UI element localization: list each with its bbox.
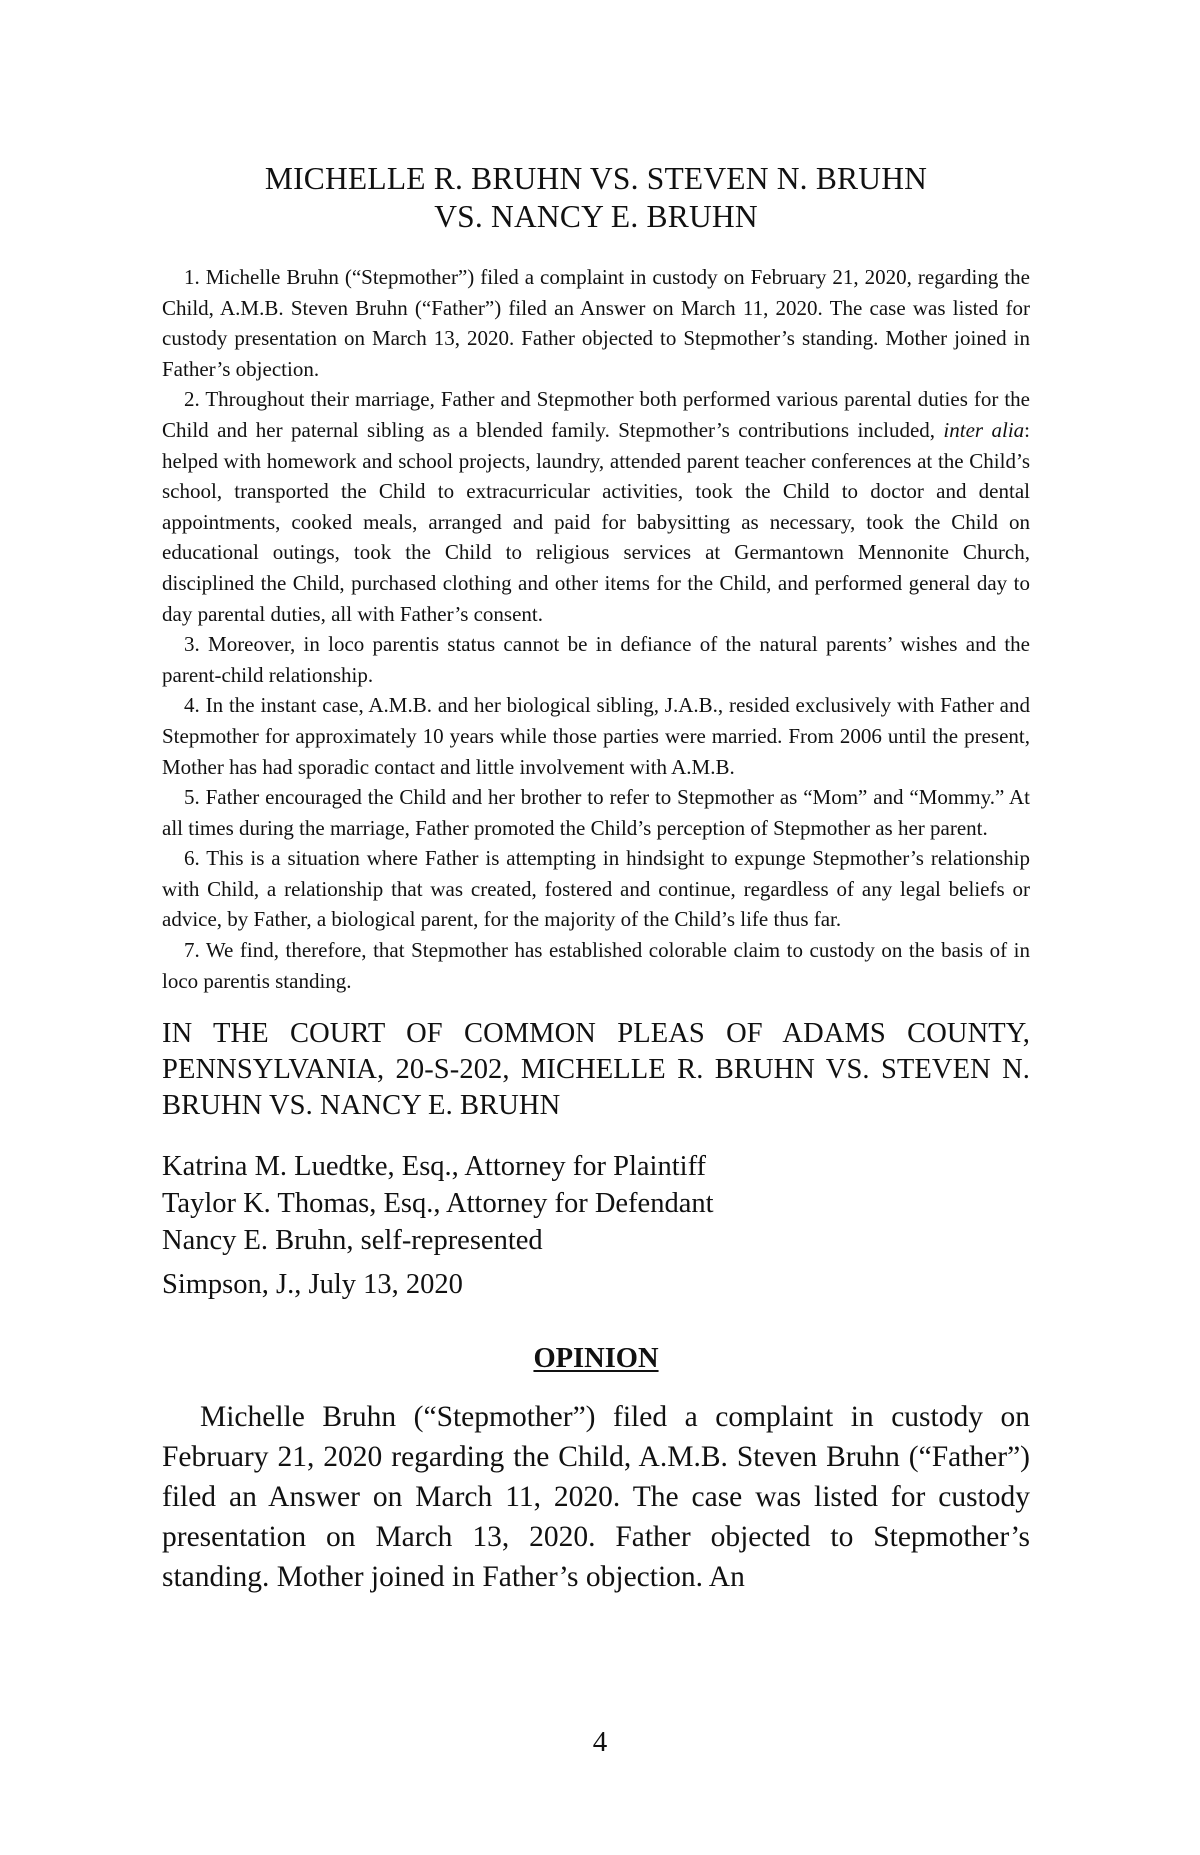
case-title-line-1: MICHELLE R. BRUHN VS. STEVEN N. BRUHN — [264, 161, 928, 196]
opinion-heading — [162, 1341, 1030, 1377]
counsel-plaintiff: Katrina M. Luedtke, Esq., Attorney for Plaintiff — [162, 1151, 707, 1183]
document-page — [162, 160, 1030, 1597]
headnote-2-italic: inter alia — [943, 417, 1025, 442]
headnote-7: 7. We find, therefore, that Stepmother has established colorable claim to custody on the basis of in loco parentis standing. — [162, 938, 1030, 993]
case-title — [162, 160, 1030, 236]
judge-date-line: Simpson, J., July 13, 2020 — [162, 1269, 463, 1301]
counsel-defendant: Taylor K. Thomas, Esq., Attorney for Defendant — [162, 1188, 714, 1220]
counsel-list — [162, 1148, 1030, 1303]
opinion-body: Michelle Bruhn (“Stepmother”) filed a complaint in custody on February 21, 2020 regarding the Child, A.M.B. Steven Bruhn (“Father”) filed an Answer on March 11, 2020. The case was listed for custody presentation on March 13, 2020. Father objected to Stepmother’s standing. Mother joined in Father’s objection. An — [162, 1401, 1030, 1594]
opinion-heading-text: OPINION — [533, 1343, 659, 1375]
headnote-1: 1. Michelle Bruhn (“Stepmother”) filed a complaint in custody on February 21, 2020, regarding the Child, A.M.B. Steven Bruhn (“Father”) filed an Answer on March 11, 2020. The case was listed for custody presentation on March 13, 2020. Father objected to Stepmother’s standing. Mother joined in Father’s objection. — [162, 265, 1030, 381]
counsel-self-represented: Nancy E. Bruhn, self-represented — [162, 1225, 543, 1257]
headnote-2-text-after: : helped with homework and school projects, laundry, attended parent teacher conferences at the Child’s school, transported the Child to extracurricular activities, took the Child to doctor and dental appointments, cooked meals, arranged and paid for babysitting as necessary, took the Child on educational outings, took the Child to religious services at Germantown Mennonite Church, disciplined the Child, purchased clothing and other items for the Child, and performed general day to day parental duties, all with Father’s consent. — [162, 417, 1030, 626]
case-title-line-2: VS. NANCY E. BRUHN — [434, 199, 758, 234]
headnote-3: 3. Moreover, in loco parentis status cannot be in defiance of the natural parents’ wishes and the parent-child relationship. — [162, 632, 1030, 687]
headnote-2 — [162, 384, 1030, 629]
headnote-2-text-before: 2. Throughout their marriage, Father and Stepmother both performed various parental duties for the Child and her paternal sibling as a blended family. Stepmother’s contributions included, — [162, 387, 1030, 442]
headnote-5: 5. Father encouraged the Child and her brother to refer to Stepmother as “Mom” and “Mommy.” At all times during the marriage, Father promoted the Child’s perception of Stepmother as her parent. — [162, 785, 1030, 840]
headnote-4: 4. In the instant case, A.M.B. and her biological sibling, J.A.B., resided exclusively with Father and Stepmother for approximately 10 years while those parties were married. From 2006 until the present, Mother has had sporadic contact and little involvement with A.M.B. — [162, 693, 1030, 779]
headnotes — [162, 262, 1030, 996]
headnote-6: 6. This is a situation where Father is attempting in hindsight to expunge Stepmother’s relationship with Child, a relationship that was created, fostered and continue, regardless of any legal beliefs or advice, by Father, a biological parent, for the majority of the Child’s life thus far. — [162, 846, 1030, 932]
page-number: 4 — [592, 1726, 608, 1758]
court-caption: IN THE COURT OF COMMON PLEAS OF ADAMS COUNTY, PENNSYLVANIA, 20-S-202, MICHELLE R. BRUHN VS. STEVEN N. BRUHN VS. NANCY E. BRUHN — [162, 1018, 1030, 1122]
